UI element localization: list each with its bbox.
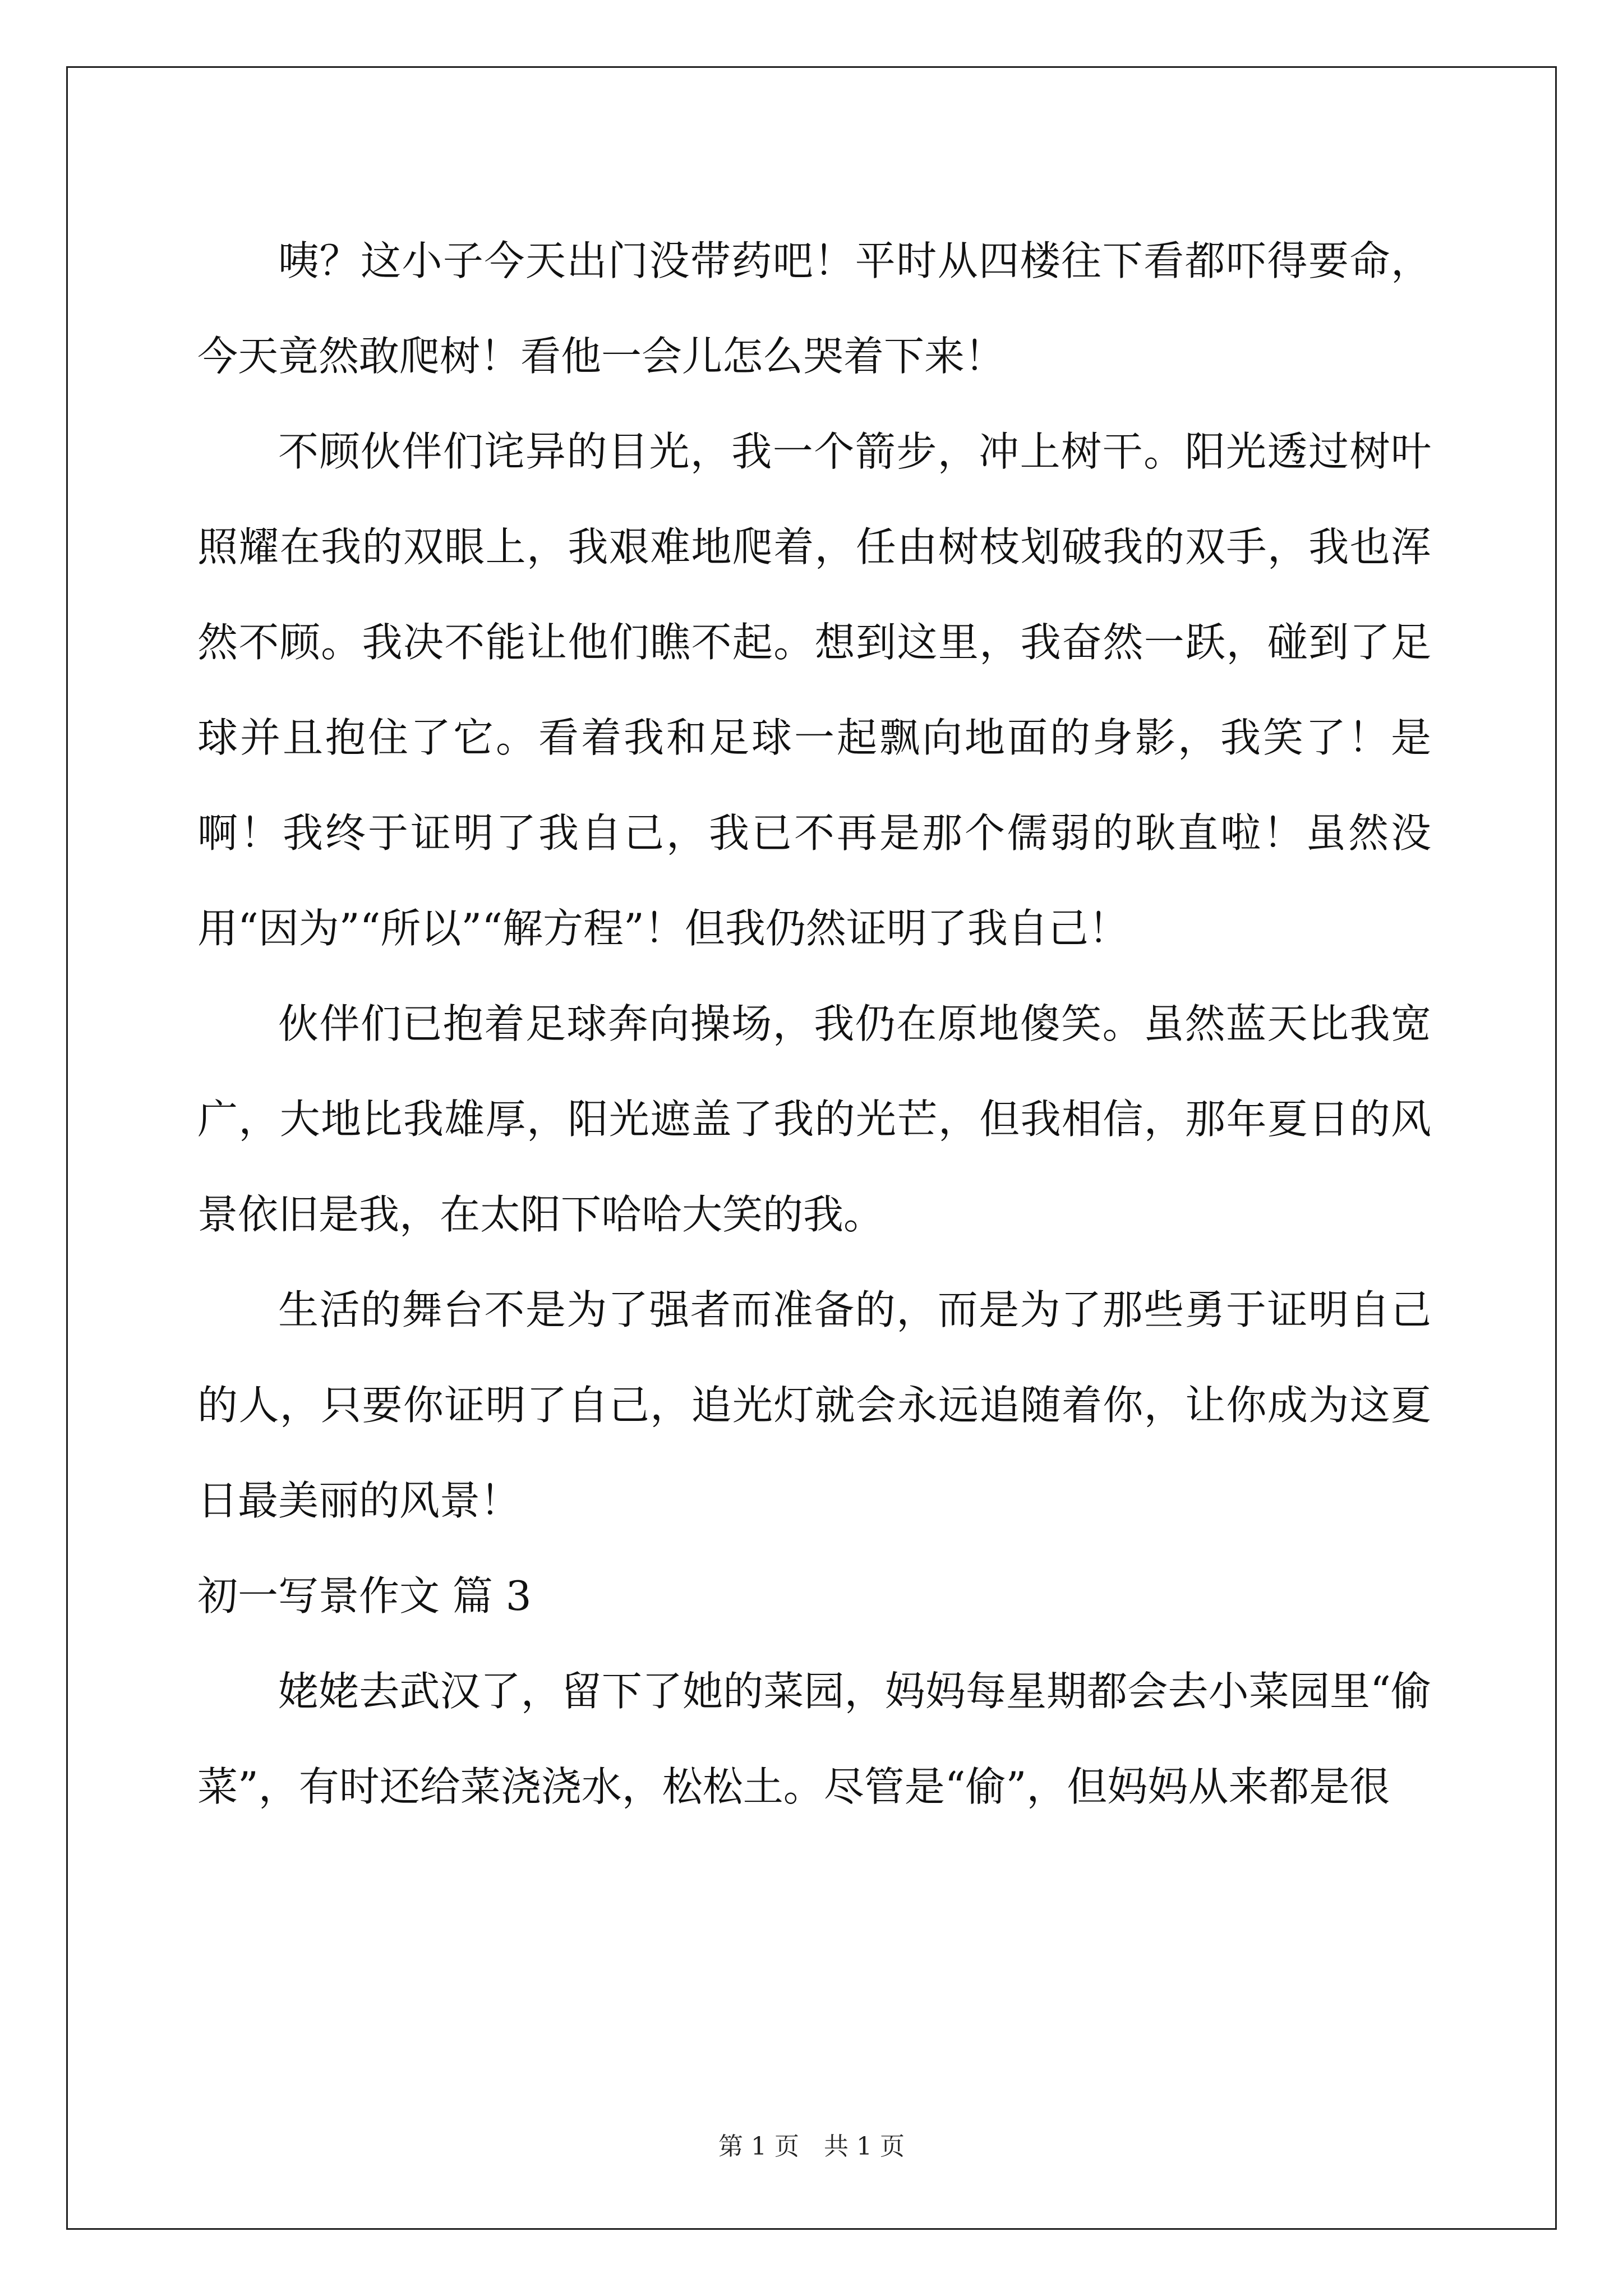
page-footer: 第 1 页 共 1 页 bbox=[718, 2132, 905, 2161]
paragraph: 生活的舞台不是为了强者而准备的，而是为了那些勇于证明自己的人，只要你证明了自己，追光灯就会永远追随着你，让你成为这夏日最美丽的风景！ bbox=[197, 1286, 1431, 1524]
paragraph: 伙伴们已抱着足球奔向操场，我仍在原地傻笑。虽然蓝天比我宽广，大地比我雄厚，阳光遮盖了我的光芒，但我相信，那年夏日的风景依旧是我，在太阳下哈哈大笑的我。 bbox=[197, 1000, 1431, 1238]
paragraph: 咦？这小子今天出门没带药吧！平时从四楼往下看都吓得要命，今天竟然敢爬树！看他一会儿怎么哭着下来！ bbox=[197, 237, 1431, 380]
paragraph: 不顾伙伴们诧异的目光，我一个箭步，冲上树干。阳光透过树叶照耀在我的双眼上，我艰难地爬着，任由树枝划破我的双手，我也浑然不顾。我决不能让他们瞧不起。想到这里，我奋然一跃，碰到了足球并且抱住了它。看着我和足球一起飘向地面的身影，我笑了！是啊！我终于证明了我自己，我已不再是那个儒弱的耿直啦！虽然没用“因为”“所以”“解方程”！但我仍然证明了我自己！ bbox=[197, 428, 1431, 952]
section-heading: 初一写景作文 篇 3 bbox=[197, 1572, 532, 1619]
document-body bbox=[197, 213, 1431, 1834]
paragraph: 姥姥去武汉了，留下了她的菜园，妈妈每星期都会去小菜园里“偷菜”，有时还给菜浇浇水，松松土。尽管是“偷”，但妈妈从来都是很 bbox=[197, 1668, 1431, 1810]
